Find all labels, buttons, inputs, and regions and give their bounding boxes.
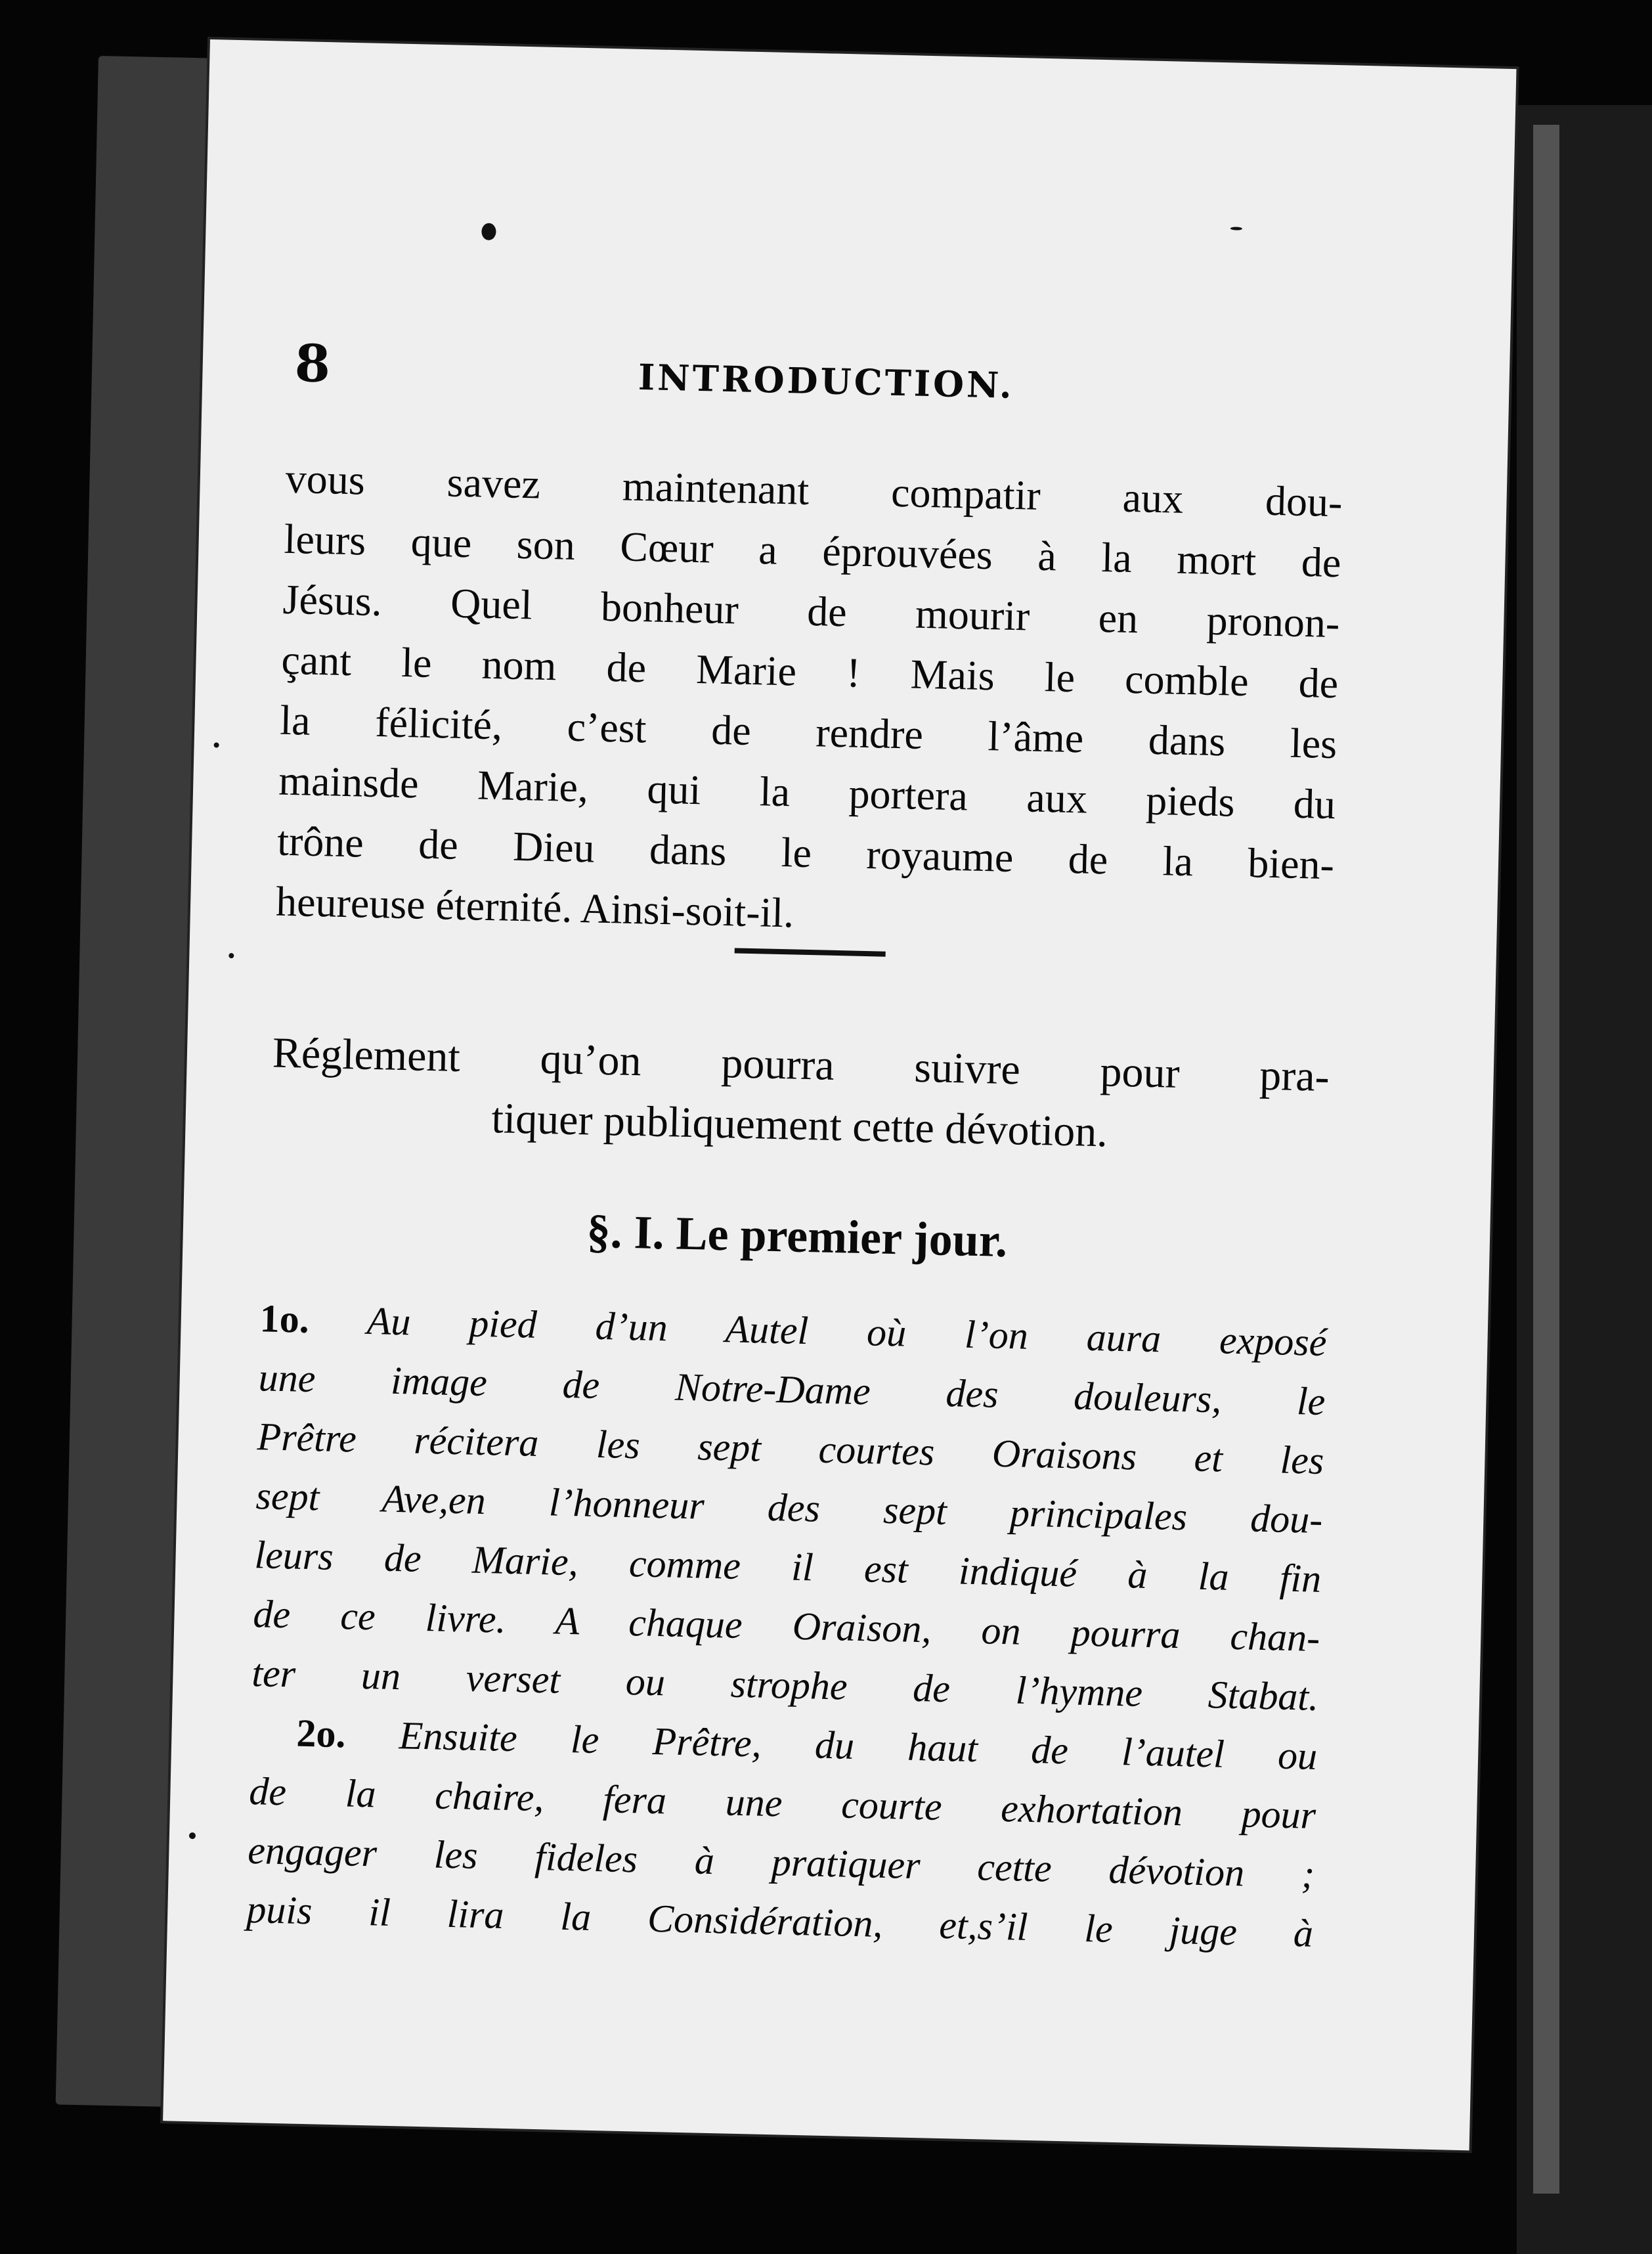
rule-2-line: de la chaire, fera une courte exhortation pour: [248, 1769, 1316, 1837]
rule-1-line: de ce livre. A chaque Oraison, on pourra chan-: [252, 1592, 1320, 1660]
rule-1-line: leurs de Marie, comme il est indiqué à la fin: [253, 1533, 1322, 1601]
rule-1-line: une image de Notre-Dame des douleurs, le: [258, 1356, 1326, 1424]
text-line: leurs que son Cœur a éprouvées à la mort de: [283, 515, 1342, 586]
text-line: çant le nom de Marie ! Mais le comble de: [280, 636, 1339, 707]
rule-1-line: Prêtre récitera les sept courtes Oraisons et les: [257, 1415, 1325, 1483]
ink-speck: [228, 953, 234, 958]
text-line: Jésus. Quel bonheur de mourir en pronon-: [282, 575, 1341, 647]
rules-list: [246, 1289, 1327, 1963]
rule-1-text: Au pied d’un Autel où l’on aura exposé: [366, 1298, 1328, 1365]
subtitle-line: tiquer publiquement cette dévotion.: [490, 1094, 1108, 1157]
book-page: [163, 39, 1516, 2150]
rule-1-line: sept Ave,en l’honneur des sept principales dou-: [255, 1474, 1324, 1542]
text-line: trône de Dieu dans le royaume de la bien-: [276, 817, 1335, 889]
ink-speck: [189, 1832, 196, 1839]
section-divider: [735, 948, 886, 956]
next-page-edge-highlight: [1533, 125, 1559, 2194]
rule-2-line: puis il lira la Considération, et,s’il le juge à: [246, 1887, 1314, 1955]
section-heading: §. I. Le premier jour.: [586, 1204, 1009, 1268]
subtitle-line: Réglement qu’on pourra suivre pour pra-: [272, 1028, 1330, 1101]
ink-speck: [1230, 227, 1242, 230]
subtitle: [271, 1023, 1330, 1168]
rule-2-line: engager les fideles à pratiquer cette dévotion ;: [247, 1828, 1315, 1896]
rule-2-number: 2o.: [295, 1711, 347, 1756]
text-line: heureuse éternité. Ainsi-soit-il.: [275, 877, 794, 937]
intro-paragraph: [275, 449, 1343, 956]
ink-speck: [214, 742, 219, 747]
rule-1-line: ter un verset ou strophe de l’hymne Stabat.: [251, 1651, 1319, 1719]
page-number: 8: [293, 334, 332, 395]
text-line: vous savez maintenant compatir aux dou-: [285, 454, 1343, 526]
page-header: [293, 334, 1359, 437]
rule-1-number: 1o.: [259, 1296, 310, 1341]
rule-2-text: Ensuite le Prêtre, du haut de l’autel ou: [399, 1713, 1318, 1778]
text-line: la félicité, c’est de rendre l’âme dans les: [279, 696, 1337, 768]
text-line: mainsde Marie, qui la portera aux pieds du: [278, 757, 1336, 828]
running-head: INTRODUCTION.: [638, 355, 1015, 407]
ink-speck: [481, 223, 496, 240]
